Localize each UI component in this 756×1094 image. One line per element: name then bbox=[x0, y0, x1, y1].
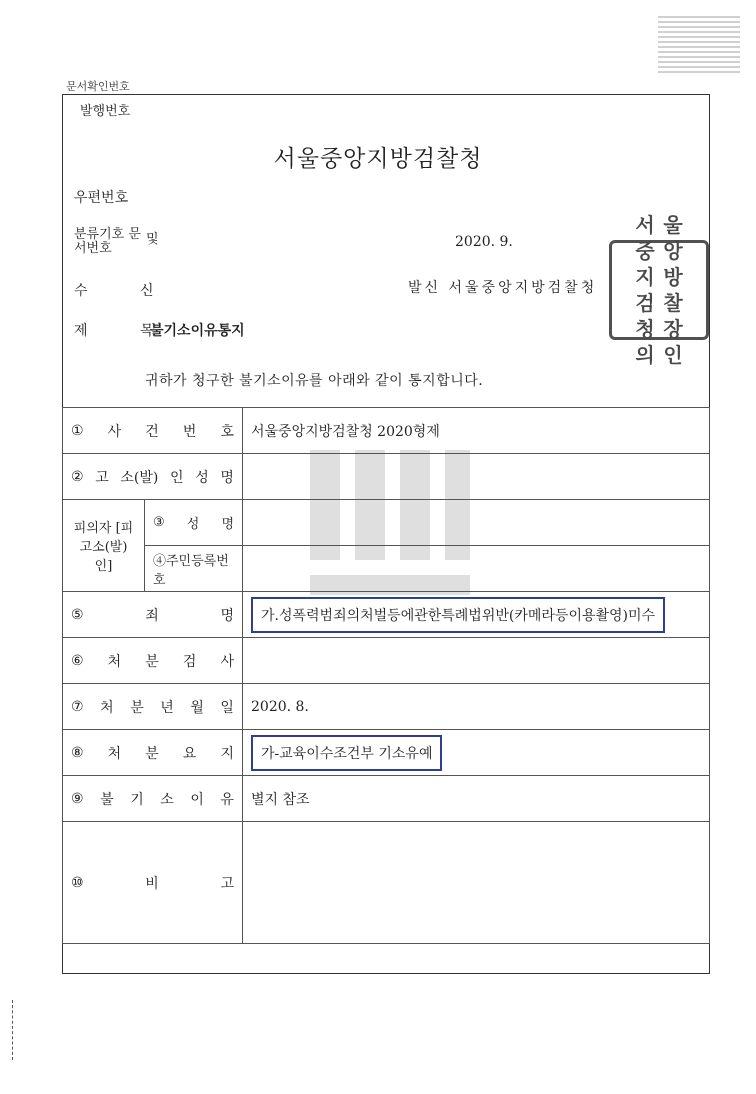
label-char: 지 bbox=[220, 745, 234, 762]
label-char: ⑩ bbox=[71, 874, 84, 891]
label-char: ② bbox=[71, 468, 84, 485]
table-row bbox=[63, 684, 710, 730]
label-char: 분 bbox=[145, 745, 159, 762]
disposition-summary-value: 가-교육이수조건부 기소유예 bbox=[251, 735, 442, 771]
label-char: 성 bbox=[186, 517, 200, 532]
label-char: 불 bbox=[100, 791, 114, 808]
label-char: 처 bbox=[107, 745, 122, 762]
charge-label bbox=[63, 592, 243, 638]
label-char: 성 bbox=[195, 469, 209, 486]
subject-value: 불기소이유통지 bbox=[150, 323, 245, 339]
disposition-date-value: 2020. 8. bbox=[243, 684, 710, 730]
table-row bbox=[63, 546, 710, 592]
label-char: 소(발) bbox=[120, 469, 159, 486]
label-char: ⑥ bbox=[71, 652, 84, 669]
seal-char: 검 bbox=[635, 291, 655, 315]
seal-char: 인 bbox=[663, 343, 683, 367]
disposition-summary-label bbox=[63, 730, 243, 776]
label-char: 호 bbox=[220, 423, 234, 440]
disposition-summary-cell bbox=[243, 730, 710, 776]
notice-table bbox=[62, 407, 710, 944]
label-char: 건 bbox=[145, 423, 159, 440]
label-char: 이 bbox=[190, 791, 204, 808]
table-row bbox=[63, 500, 710, 546]
agency-title: 서울중앙지방검찰청 bbox=[273, 146, 483, 172]
table-row bbox=[63, 822, 710, 944]
sender-line: 발신 서울중앙지방검찰청 bbox=[408, 280, 598, 296]
suspect-name-value bbox=[243, 500, 710, 546]
label-char: ⑧ bbox=[71, 744, 84, 761]
suspect-name-label bbox=[145, 500, 243, 546]
label-char: 죄 bbox=[145, 607, 159, 624]
label-char: 분 bbox=[130, 699, 144, 716]
label-char: 처 bbox=[100, 699, 114, 716]
label-char: 소 bbox=[160, 791, 174, 808]
complainant-label bbox=[63, 454, 243, 500]
label-char: 사 bbox=[107, 423, 122, 440]
label-char: ⑤ bbox=[71, 606, 84, 623]
suspect-group-label: 피의자 [피고소(발)인] bbox=[63, 500, 145, 592]
prosecutor-value bbox=[243, 638, 710, 684]
suspect-id-value bbox=[243, 546, 710, 592]
classification-and: 및 bbox=[146, 232, 159, 247]
label-char: 번 bbox=[182, 423, 197, 440]
postal-code-label: 우편번호 bbox=[74, 190, 129, 206]
seal-char: 장 bbox=[663, 317, 683, 341]
label-char: 명 bbox=[221, 517, 234, 532]
label-char: 일 bbox=[220, 699, 234, 716]
label-char: 인 bbox=[170, 469, 184, 486]
label-char: 비 bbox=[145, 875, 159, 892]
seal-char: 지 bbox=[635, 265, 655, 289]
intro-text: 귀하가 청구한 불기소이유를 아래와 같이 통지합니다. bbox=[145, 373, 484, 389]
label-char: ① bbox=[71, 422, 84, 439]
reason-label bbox=[63, 776, 243, 822]
remarks-label bbox=[63, 822, 243, 944]
scan-edge-mark bbox=[12, 1000, 15, 1060]
label-char: ⑦ bbox=[71, 698, 84, 715]
label-char: ⑨ bbox=[71, 790, 84, 807]
official-seal bbox=[609, 213, 709, 367]
table-row bbox=[63, 638, 710, 684]
label-char: 고 bbox=[220, 875, 234, 892]
classification-label: 분류기호 문서번호 bbox=[74, 227, 141, 256]
label-char: 월 bbox=[190, 699, 204, 716]
recipient-label: 수 신 bbox=[74, 283, 178, 299]
table-row bbox=[63, 592, 710, 638]
table-row bbox=[63, 454, 710, 500]
charge-cell bbox=[243, 592, 710, 638]
label-char: 처 bbox=[107, 653, 122, 670]
table-row bbox=[63, 776, 710, 822]
remarks-value bbox=[243, 822, 710, 944]
complainant-value bbox=[243, 454, 710, 500]
seal-char: 의 bbox=[635, 343, 655, 367]
seal-char: 찰 bbox=[663, 291, 683, 315]
disposition-date-label bbox=[63, 684, 243, 730]
document-date: 2020. 9. bbox=[455, 234, 513, 250]
subject-label: 제 목 bbox=[74, 323, 178, 339]
label-char: 기 bbox=[130, 791, 144, 808]
charge-value: 가.성폭력범죄의처벌등에관한특례법위반(카메라등이용촬영)미수 bbox=[251, 597, 665, 633]
case-number-label bbox=[63, 408, 243, 454]
seal-char: 중 bbox=[635, 239, 655, 263]
seal-char: 서 bbox=[635, 213, 655, 237]
label-char: 요 bbox=[182, 745, 197, 762]
label-char: 명 bbox=[220, 469, 234, 486]
case-number-value: 서울중앙지방검찰청 2020형제 bbox=[243, 408, 710, 454]
corner-barcode-stamp bbox=[658, 15, 740, 73]
label-char: 년 bbox=[160, 699, 174, 716]
label-char: 명 bbox=[220, 607, 234, 624]
label-char: 분 bbox=[145, 653, 159, 670]
label-char: 검 bbox=[182, 653, 197, 670]
table-row bbox=[63, 408, 710, 454]
label-char: 사 bbox=[220, 653, 234, 670]
seal-char: 방 bbox=[663, 265, 683, 289]
seal-char: 청 bbox=[635, 317, 655, 341]
prosecutor-label bbox=[63, 638, 243, 684]
table-row bbox=[63, 730, 710, 776]
seal-char: 앙 bbox=[663, 239, 683, 263]
seal-char: 울 bbox=[663, 213, 683, 237]
label-char: 고 bbox=[95, 469, 109, 486]
suspect-id-label: ④주민등록번호 bbox=[145, 546, 243, 592]
doc-check-number-label: 문서확인번호 bbox=[66, 80, 130, 93]
label-char: 유 bbox=[220, 791, 234, 808]
reason-value: 별지 참조 bbox=[243, 776, 710, 822]
label-char: ③ bbox=[153, 515, 165, 530]
issue-number-label: 발행번호 bbox=[80, 104, 131, 119]
